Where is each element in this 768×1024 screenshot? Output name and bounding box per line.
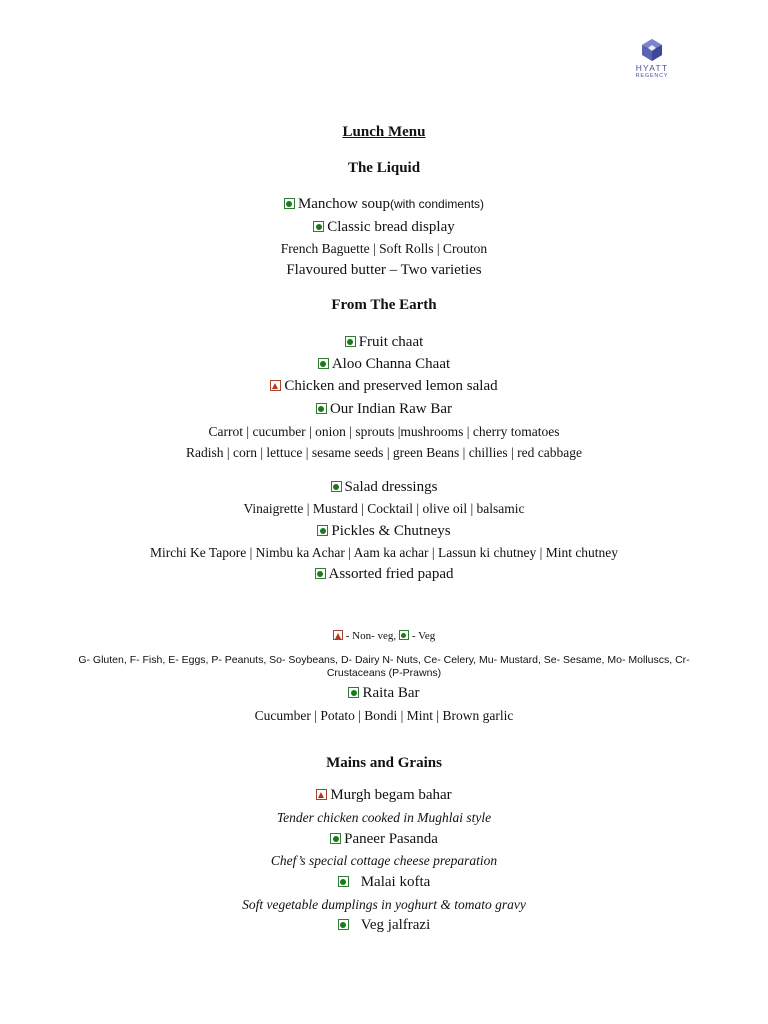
- menu-item-veg-jalfrazi: [0, 917, 768, 934]
- diet-legend: [0, 630, 768, 642]
- veg-icon: [315, 568, 326, 579]
- bread-options: French Baguette | Soft Rolls | Crouton: [280, 241, 488, 256]
- pickles-list: Mirchi Ke Tapore | Nimbu ka Achar | Aam ka achar | Lassun ki chutney | Mint chutney: [149, 545, 619, 560]
- menu-title: Lunch Menu: [342, 124, 426, 140]
- menu-item-raw-bar: [0, 401, 768, 418]
- legend-nonveg: - Non- veg,: [345, 630, 397, 642]
- item-name: Fruit chaat: [358, 334, 424, 350]
- item-note: (with condiments): [390, 197, 485, 211]
- menu-item-malai-kofta: [0, 874, 768, 891]
- item-name: Manchow soup: [297, 196, 391, 212]
- butter-note: Flavoured butter – Two varieties: [286, 262, 482, 278]
- item-name: Salad dressings: [344, 479, 438, 495]
- kofta-description: Soft vegetable dumplings in yoghurt & tomato gravy: [242, 897, 526, 912]
- hyatt-logo-icon: [640, 38, 664, 62]
- item-name: Raita Bar: [362, 685, 420, 701]
- murgh-description: Tender chicken cooked in Mughlai style: [276, 810, 492, 825]
- non-veg-icon: [270, 380, 281, 391]
- raw-bar-list-1: Carrot | cucumber | onion | sprouts |mushrooms | cherry tomatoes: [208, 424, 560, 439]
- menu-item-aloo-chaat: [0, 356, 768, 373]
- legend-veg: - Veg: [411, 630, 436, 642]
- veg-icon: [345, 336, 356, 347]
- menu-item-paneer: [0, 831, 768, 848]
- paneer-description: Chef’s special cottage cheese preparation: [270, 853, 498, 868]
- item-name: Pickles & Chutneys: [331, 523, 451, 539]
- section-heading-mains: Mains and Grains: [326, 755, 442, 771]
- raw-bar-list-2: Radish | corn | lettuce | sesame seeds | green Beans | chillies | red cabbage: [186, 445, 582, 460]
- veg-icon: [338, 919, 349, 930]
- allergens-line-1: G- Gluten, F- Fish, E- Eggs, P- Peanuts, So- Soybeans, D- Dairy N- Nuts, Ce- Celery, Mu- Mustard, Se- Sesame, Mo- Molluscs, Cr-: [78, 654, 690, 666]
- logo-sub: REGENCY: [635, 73, 669, 79]
- item-name: Aloo Channa Chaat: [331, 356, 451, 372]
- veg-icon: [330, 833, 341, 844]
- non-veg-icon: [333, 630, 343, 640]
- veg-icon: [338, 876, 349, 887]
- section-heading-earth: From The Earth: [331, 297, 437, 313]
- item-name: Our Indian Raw Bar: [329, 401, 453, 417]
- menu-item-raita-bar: [0, 685, 768, 702]
- veg-icon: [348, 687, 359, 698]
- item-name: Classic bread display: [327, 219, 455, 235]
- menu-item-chicken-salad: [0, 378, 768, 395]
- hyatt-regency-logo: [626, 38, 678, 79]
- menu-item-manchow-soup: [0, 196, 768, 213]
- menu-item-pickles: [0, 523, 768, 540]
- veg-icon: [317, 525, 328, 536]
- item-name: Assorted fried papad: [328, 566, 454, 582]
- veg-icon: [399, 630, 409, 640]
- menu-item-salad-dressings: [0, 479, 768, 496]
- veg-icon: [318, 358, 329, 369]
- menu-item-papad: [0, 566, 768, 583]
- veg-icon: [313, 221, 324, 232]
- raita-list: Cucumber | Potato | Bondi | Mint | Brown garlic: [254, 708, 514, 723]
- veg-icon: [284, 198, 295, 209]
- item-name: Paneer Pasanda: [344, 831, 438, 847]
- veg-icon: [331, 481, 342, 492]
- menu-item-bread: [0, 219, 768, 236]
- logo-brand: HYATT: [635, 63, 669, 73]
- item-name: Chicken and preserved lemon salad: [284, 378, 498, 394]
- non-veg-icon: [316, 789, 327, 800]
- menu-item-fruit-chaat: [0, 334, 768, 351]
- veg-icon: [316, 403, 327, 414]
- dressings-list: Vinaigrette | Mustard | Cocktail | olive oil | balsamic: [243, 501, 525, 516]
- allergens-line-2: Crustaceans (P-Prawns): [326, 667, 442, 679]
- section-heading-liquid: The Liquid: [347, 160, 421, 176]
- item-name: Malai kofta: [360, 874, 431, 890]
- item-name: Murgh begam bahar: [330, 787, 452, 803]
- item-name: Veg jalfrazi: [360, 917, 431, 933]
- menu-item-murgh: [0, 787, 768, 804]
